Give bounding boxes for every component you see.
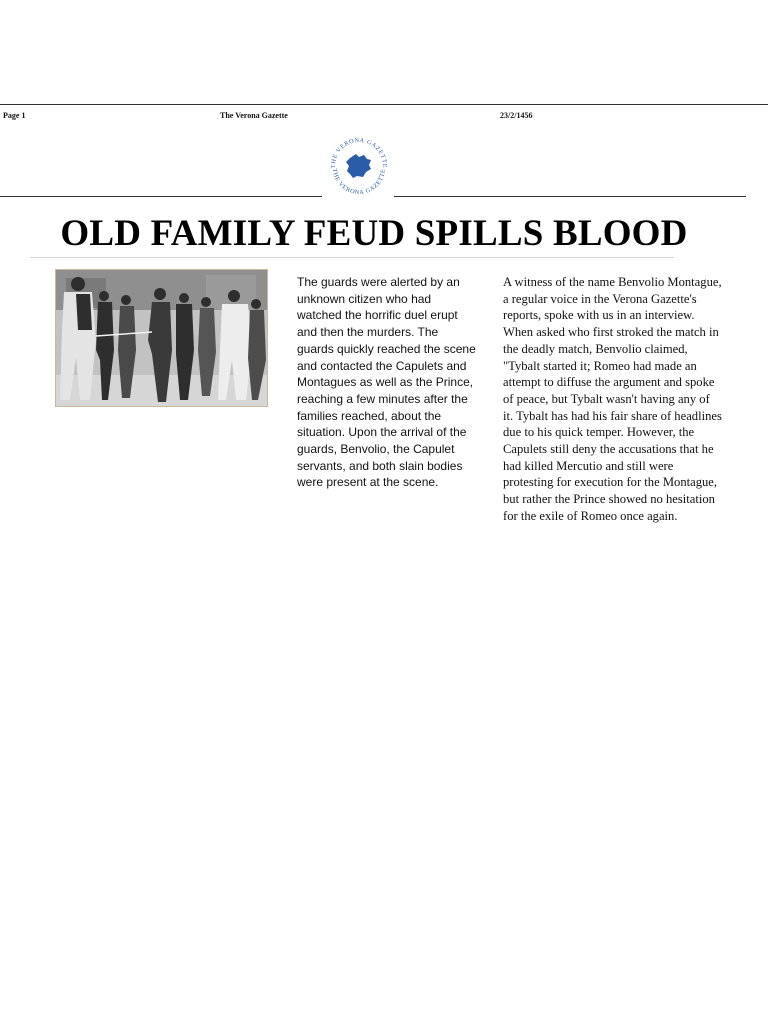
headline-rule (30, 257, 674, 258)
article-column-2: A witness of the name Benvolio Montague, a regular voice in the Verona Gazette's reports, spoke with us in an interview. When asked who first stroked the match in the deadly match, Benvolio claimed, "Tybalt started it; Romeo had made an attempt to diffuse the argument and spoke of peace, but Tybalt wasn't having any of it. Tybalt has had his fair share of headlines due to his quick temper. However, the Capulets still deny the accusations that he had killed Mercutio and still were protesting for execution for the Montague, but rather the Prince showed no hesitation for the exile of Romeo once again. (503, 275, 722, 523)
article-column-1: The guards were alerted by an unknown citizen who had watched the horrific duel erupt and then the murders. The guards quickly reached the scene and contacted the Capulets and Montagues as well as the Prince, reaching a few minutes after the families reached, about the situation. Upon the arrival of the guards, Benvolio, the Capulet servants, and both slain bodies were present at the scene. (297, 275, 476, 490)
seal-text-top: THE VERONA GAZETTE (329, 136, 389, 169)
masthead-rule-left (0, 196, 322, 197)
header-top-rule (0, 104, 768, 105)
masthead-rule-right (394, 196, 746, 197)
newspaper-name: The Verona Gazette (220, 111, 288, 120)
page-number: Page 1 (3, 111, 26, 120)
article-photo (55, 269, 268, 407)
headline: OLD FAMILY FEUD SPILLS BLOOD (60, 213, 688, 254)
gazette-seal-logo (323, 130, 395, 202)
issue-date: 23/2/1456 (500, 111, 533, 120)
seal-text-bottom: THE VERONA GAZETTE (330, 168, 388, 197)
